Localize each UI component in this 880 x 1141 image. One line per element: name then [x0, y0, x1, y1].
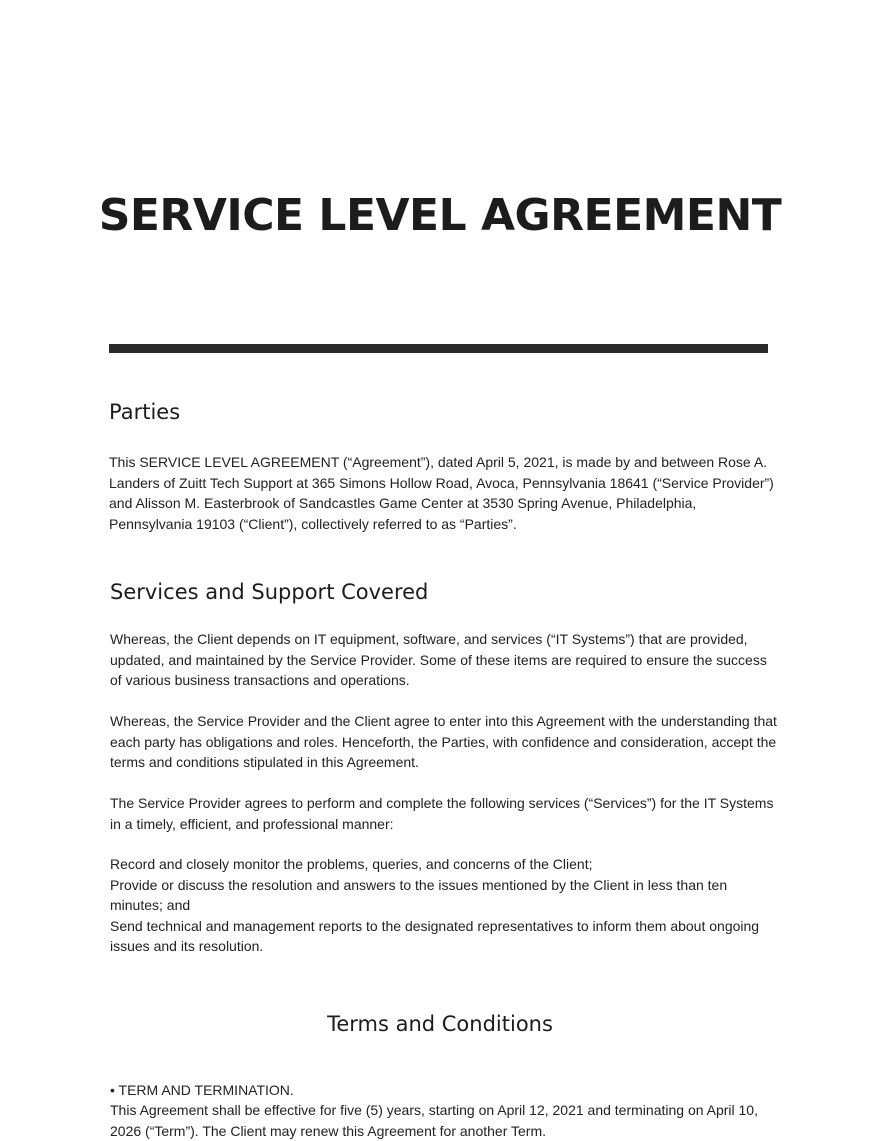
- services-heading: Services and Support Covered: [110, 580, 429, 604]
- services-list-item: Send technical and management reports to the designated representatives to inform them about ongoing issues and its resolution.: [110, 917, 760, 954]
- term-item-heading: • TERM AND TERMINATION.: [110, 1082, 294, 1098]
- services-list-item: Record and closely monitor the problems, queries, and concerns of the Client;: [110, 856, 593, 872]
- services-list-item: Provide or discuss the resolution and answers to the issues mentioned by the Client in less than ten minutes; and: [110, 876, 728, 913]
- services-paragraph: Whereas, the Client depends on IT equipment, software, and services (“IT Systems”) that are provided, updated, and maintained by the Service Provider. Some of these items are required to ensure the success of various business transactions and operations.: [110, 631, 767, 688]
- title-divider: [109, 344, 768, 353]
- terms-heading: Terms and Conditions: [327, 1012, 553, 1036]
- document-title: SERVICE LEVEL AGREEMENT: [98, 190, 782, 241]
- parties-paragraph: This SERVICE LEVEL AGREEMENT (“Agreement”), dated April 5, 2021, is made by and between Rose A. Landers of Zuitt Tech Support at 365 Simons Hollow Road, Avoca, Pennsylvania 18641 (“Service Provider”) and Alisson M. Easterbrook of Sandcastles Game Center at 3530 Spring Avenue, Philadelphia, Pennsylvania 19103 (“Client”), collectively referred to as “Parties”.: [109, 454, 774, 532]
- services-paragraph: Whereas, the Service Provider and the Client agree to enter into this Agreement with the understanding that each party has obligations and roles. Henceforth, the Parties, with confidence and consideration, accept the terms and conditions stipulated in this Agreement.: [110, 713, 777, 770]
- term-item-body: This Agreement shall be effective for five (5) years, starting on April 12, 2021 and terminating on April 10, 2026 (“Term”). The Client may renew this Agreement for another Term.: [110, 1102, 758, 1139]
- services-paragraph: The Service Provider agrees to perform and complete the following services (“Services”) for the IT Systems in a timely, efficient, and professional manner:: [110, 795, 774, 832]
- parties-heading: Parties: [109, 400, 181, 424]
- services-list: [110, 854, 782, 957]
